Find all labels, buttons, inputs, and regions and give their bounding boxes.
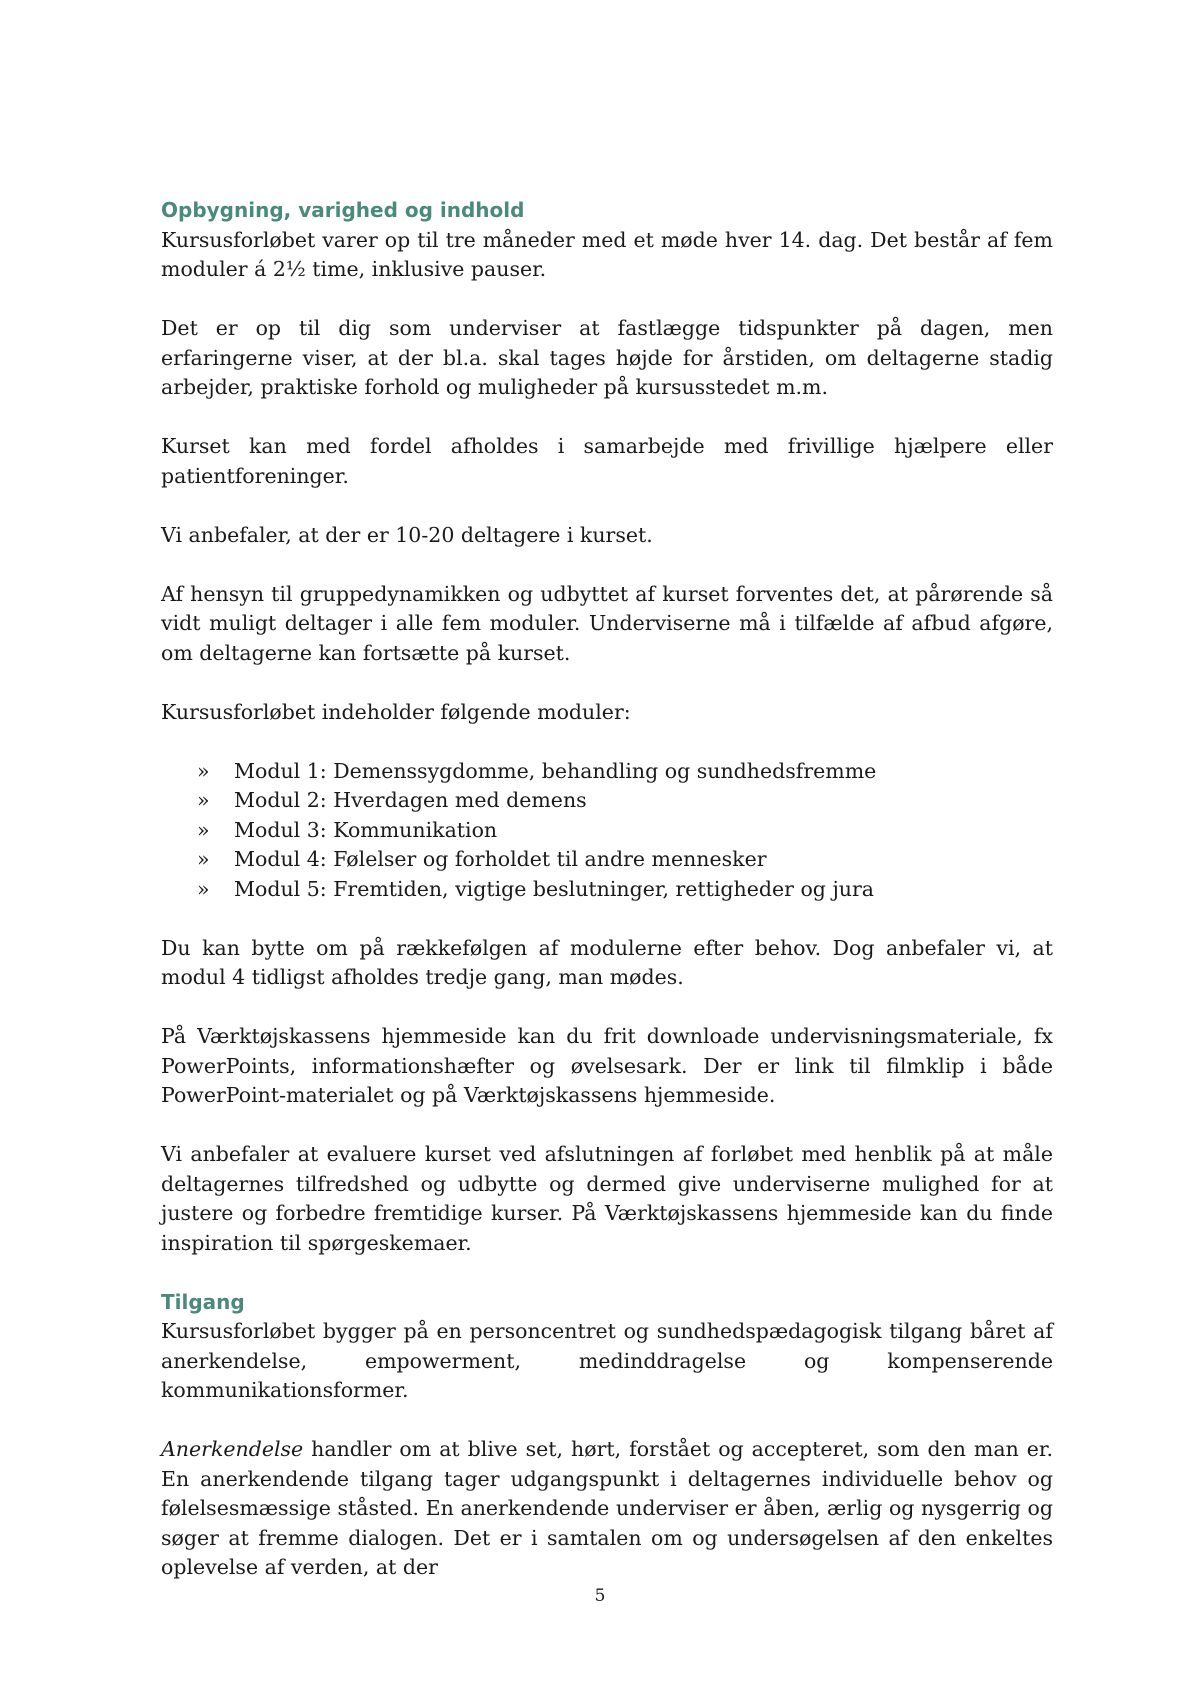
- list-item: [161, 816, 1053, 846]
- bullet-glyph: »: [197, 758, 210, 783]
- list-item: [161, 875, 1053, 905]
- paragraph: Vi anbefaler, at der er 10-20 deltagere i kurset.: [161, 522, 653, 547]
- page-number: 5: [594, 1586, 606, 1606]
- paragraph: Du kan bytte om på rækkefølgen af modulerne efter behov. Dog anbefaler vi, at modul 4 tidligst afholdes tredje gang, man mødes.: [161, 935, 1053, 989]
- section-heading-tilgang: Tilgang: [161, 1289, 245, 1314]
- paragraph: På Værktøjskassens hjemmeside kan du frit downloade undervisningsmateriale, fx PowerPoints, informationshæfter og øvelsesark. Der er link til filmklip i både PowerPoint-materialet og på Værktøjskassens hjemmeside.: [161, 1024, 1053, 1107]
- paragraph-anerkendelse: [161, 1435, 1053, 1583]
- bullet-glyph: »: [197, 788, 210, 812]
- list-item: [161, 757, 1053, 787]
- paragraph: Det er op til dig som underviser at fastlægge tidspunkter på dagen, men erfaringerne viser, at der bl.a. skal tages højde for årstiden, om deltagerne stadig arbejder, praktiske forhold og muligheder på kursusstedet m.m.: [161, 316, 1053, 399]
- paragraph-text: handler om at blive set, hørt, forstået og accepteret, som den man er. En anerkendende tilgang tager udgangspunkt i deltagernes individuelle behov og følelsesmæssige ståsted. En anerkendende underviser er åben, ærlig og nysgerrig og søger at fremme dialogen. Det er i samtalen om og undersøgelsen af den enkeltes oplevelse af verden, at der: [161, 1437, 1053, 1579]
- paragraph: Kursusforløbet bygger på en personcentret og sundhedspædagogisk tilgang båret af anerkendelse, empowerment, medinddragelse og kompenserende kommunikationsformer.: [161, 1319, 1053, 1402]
- module-list: [161, 757, 1053, 905]
- list-item: [161, 786, 1053, 816]
- module-label: Modul 3: Kommunikation: [234, 817, 498, 842]
- bullet-glyph: »: [197, 876, 210, 901]
- list-item: [161, 845, 1053, 875]
- paragraph: Kursusforløbet indeholder følgende moduler:: [161, 699, 631, 724]
- bullet-glyph: »: [197, 817, 210, 842]
- module-label: Modul 1: Demenssygdomme, behandling og sundhedsfremme: [234, 758, 877, 783]
- section-heading-opbygning: Opbygning, varighed og indhold: [161, 198, 525, 222]
- bullet-glyph: »: [197, 847, 210, 871]
- paragraph: Kursusforløbet varer op til tre måneder med et møde hver 14. dag. Det består af fem moduler á 2½ time, inklusive pauser.: [161, 227, 1053, 281]
- module-label: Modul 4: Følelser og forholdet til andre mennesker: [234, 847, 767, 871]
- module-label: Modul 2: Hverdagen med demens: [234, 788, 587, 812]
- document-page: [161, 196, 1053, 1612]
- paragraph: Kurset kan med fordel afholdes i samarbejde med frivillige hjælpere eller patientforeninger.: [161, 434, 1053, 488]
- paragraph: Af hensyn til gruppedynamikken og udbyttet af kurset forventes det, at pårørende så vidt muligt deltager i alle fem moduler. Underviserne må i tilfælde af afbud afgøre, om deltagerne kan fortsætte på kurset.: [161, 581, 1053, 665]
- module-label: Modul 5: Fremtiden, vigtige beslutninger, rettigheder og jura: [234, 876, 875, 901]
- emphasis-term: Anerkendelse: [161, 1437, 304, 1461]
- paragraph: Vi anbefaler at evaluere kurset ved afslutningen af forløbet med henblik på at måle deltagernes tilfredshed og udbytte og dermed give underviserne mulighed for at justere og forbedre fremtidige kurser. På Værktøjskassens hjemmeside kan du finde inspiration til spørgeskemaer.: [161, 1142, 1053, 1255]
